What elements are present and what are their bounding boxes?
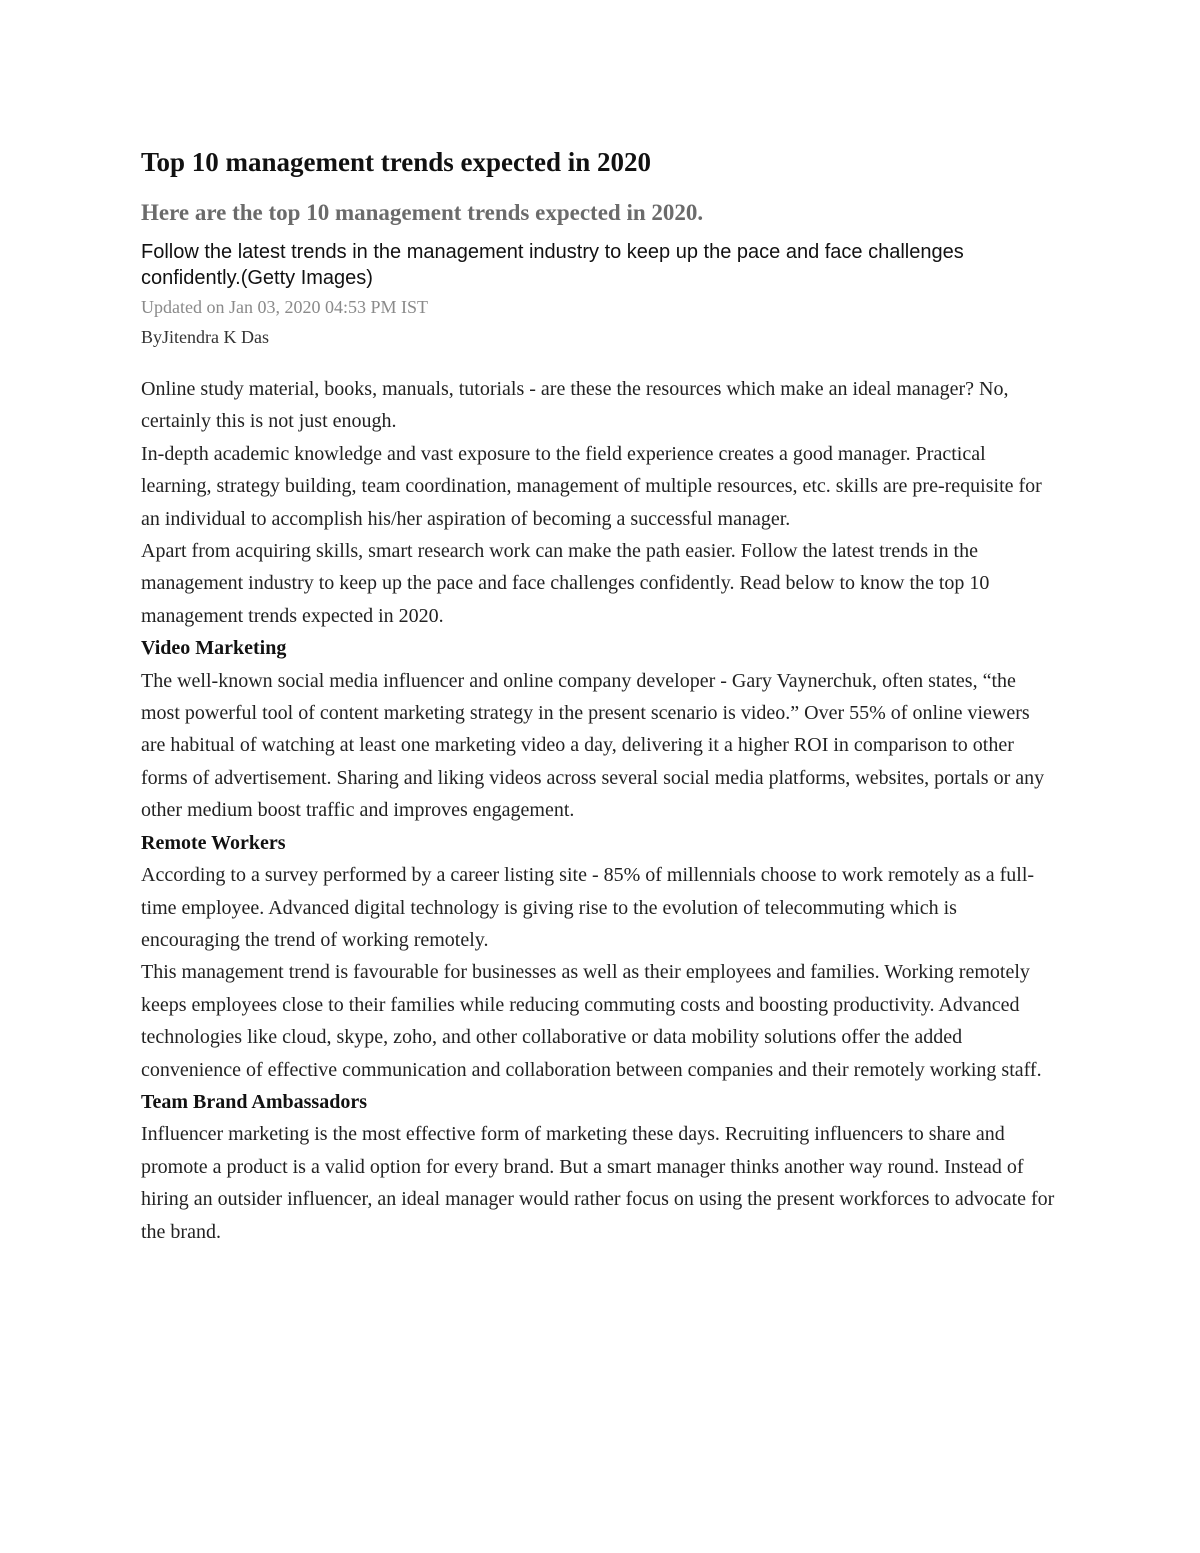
article-body — [141, 373, 1056, 1248]
document-page — [141, 140, 1061, 1248]
author-byline: ByJitendra K Das — [141, 327, 269, 347]
updated-timestamp: Updated on Jan 03, 2020 04:53 PM IST — [141, 297, 428, 317]
intro-paragraph: Online study material, books, manuals, tutorials - are these the resources which make an ideal manager? No, certainly this is not just enough. — [141, 378, 1009, 433]
section-paragraph: This management trend is favourable for businesses as well as their employees and families. Working remotely keeps employees close to their families while reducing commuting costs and boosting productivity. Advanced technologies like cloud, skype, zoho, and other collaborative or data mobility solutions offer the added convenience of effective communication and collaboration between companies and their remotely working staff. — [141, 961, 1042, 1081]
section-paragraph: According to a survey performed by a career listing site - 85% of millennials choose to work remotely as a full-time employee. Advanced digital technology is giving rise to the evolution of telecommuting which is encouraging the trend of working remotely. — [141, 864, 1035, 951]
section-paragraph: The well-known social media influencer and online company developer - Gary Vaynerchuk, often states, “the most powerful tool of content marketing strategy in the present scenario is video.” Over 55% of online viewers are habitual of watching at least one marketing video a day, delivering it a higher ROI in comparison to other forms of advertisement. Sharing and liking videos across several social media platforms, websites, portals or any other medium boost traffic and improves engagement. — [141, 669, 1045, 822]
intro-paragraph: In-depth academic knowledge and vast exposure to the field experience creates a good manager. Practical learning, strategy building, team coordination, management of multiple resources, etc. skills are pre-requisite for an individual to accomplish his/her aspiration of becoming a successful manager. — [141, 442, 1042, 530]
image-caption: Follow the latest trends in the management industry to keep up the pace and face challenges confidently.(Getty Images) — [141, 241, 964, 289]
section-heading-video-marketing: Video Marketing — [141, 637, 287, 660]
section-heading-remote-workers: Remote Workers — [141, 831, 286, 854]
section-heading-team-brand-ambassadors: Team Brand Ambassadors — [141, 1090, 367, 1113]
section-paragraph: Influencer marketing is the most effective form of marketing these days. Recruiting influencers to share and promote a product is a valid option for every brand. But a smart manager thinks another way round. Instead of hiring an outsider influencer, an ideal manager would rather focus on using the present workforces to advocate for the brand. — [141, 1123, 1055, 1243]
intro-paragraph: Apart from acquiring skills, smart research work can make the path easier. Follow the latest trends in the management industry to keep up the pace and face challenges confidently. Read below to know the top 10 management trends expected in 2020. — [141, 540, 990, 627]
article-title: Top 10 management trends expected in 2020 — [141, 147, 652, 177]
article-subtitle: Here are the top 10 management trends expected in 2020. — [141, 200, 704, 225]
